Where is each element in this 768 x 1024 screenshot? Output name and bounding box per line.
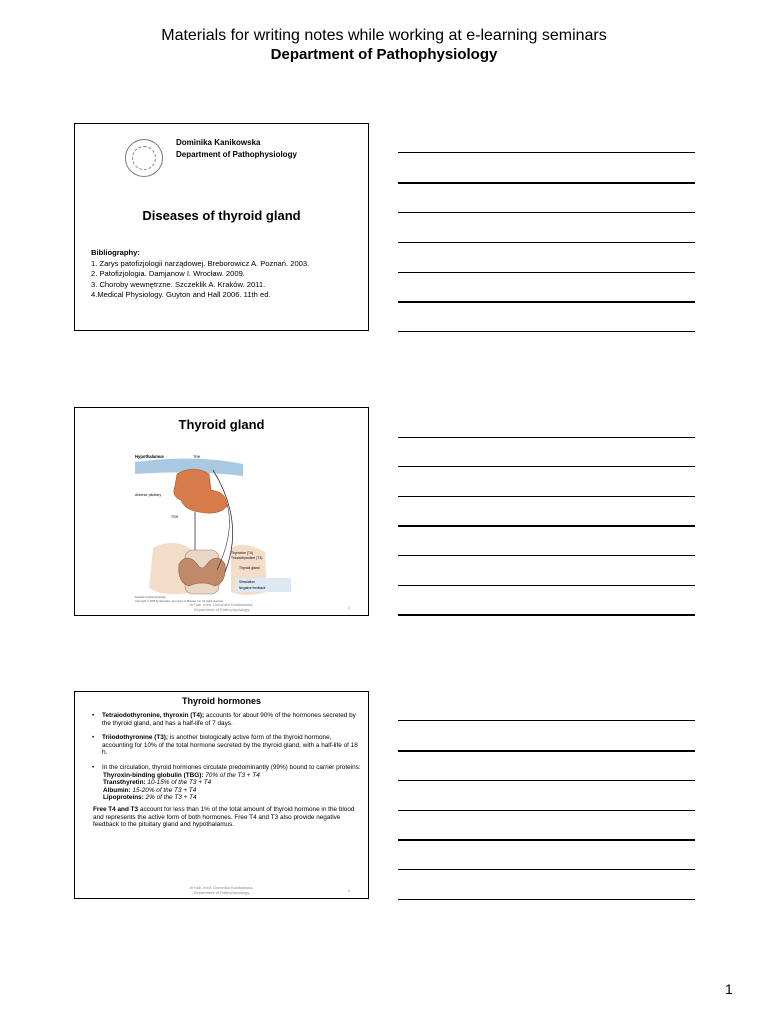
pituitary-shape [174, 469, 227, 513]
slide-3 [74, 691, 369, 899]
label-thyroid-gland: Thyroid gland [239, 566, 260, 570]
note-line [398, 272, 695, 273]
note-line [398, 212, 695, 213]
carrier-item: Transthyretin: 10-15% of the T3 + T4 [103, 779, 212, 787]
slide-title: Thyroid hormones [181, 696, 261, 706]
author-name: Dominika Kanikowska [176, 138, 261, 147]
label-triiodothyronine: Triiodothyronine (T3) [231, 556, 263, 560]
author-block [176, 137, 297, 161]
figure-caption-copyright: Copyright © 2005 by Saunders, an imprint of Elsevier, Inc. All rights reserved. [135, 600, 224, 603]
university-seal-icon [125, 139, 163, 177]
note-line [398, 466, 695, 467]
slide-footer [75, 885, 368, 895]
bullet-item: • Triiodothyronine (T3); is another biologically active form of the thyroid hormone, accounting for 10% of the total hormone secreted by the thyroid gland, with a half-life of 18 h. [89, 734, 361, 757]
slide-1 [74, 123, 369, 331]
note-line [398, 496, 695, 497]
bullet-item: • Tetraiodothyronine, thyroxin (T4); accounts for about 90% of the hormones secreted by the thyroid gland, and has a half-life of 7 days. [89, 712, 361, 727]
carrier-item: Lipoproteins: 2% of the T3 + T4 [103, 794, 197, 802]
document-header-title: Materials for writing notes while working at e-learning seminars [161, 27, 607, 44]
document-header-department: Department of Pathophysiology [270, 46, 498, 63]
note-line [398, 301, 695, 303]
note-line [398, 810, 695, 811]
free-hormones-paragraph: Free T4 and T3 account for less than 1% of the total amount of thyroid hormone in the blood and represents the active form of both hormones. Free T4 and T3 also provide negative feedback to the pituitary gland and hypothalamus. [93, 805, 355, 829]
label-thyroxine: Thyroxine (T4) [231, 551, 254, 555]
note-line [398, 182, 695, 184]
slide-footer [75, 602, 368, 612]
note-line [398, 899, 695, 900]
figure-caption-source: Dorland's Pathophysiology [135, 596, 166, 599]
author-department: Department of Pathophysiology [176, 150, 297, 159]
label-trh: TRH [193, 455, 201, 459]
legend-stimulation: Stimulation [239, 580, 255, 584]
label-anterior-pituitary: Anterior pituitary [135, 493, 162, 497]
thyroid-axis-diagram [135, 452, 300, 604]
carrier-item: Albumin: 15-20% of the T3 + T4 [103, 786, 197, 794]
carrier-item: Thyroxin-binding globulin (TBG): 70% of the T3 + T4 [103, 771, 260, 779]
note-line [398, 331, 695, 332]
carrier-list [103, 772, 361, 802]
slide-body [89, 712, 361, 829]
slide-page-number: 2 [347, 605, 350, 610]
footer-author: dr hab. med. Dominika Kanikowska, [189, 602, 254, 607]
note-line [398, 839, 695, 841]
footer-author: dr hab. med. Dominika Kanikowska, [189, 885, 254, 890]
note-line [398, 437, 695, 438]
bibliography-item: 3. Choroby wewnętrzne. Szczeklik A. Kraków. 2011. [91, 279, 266, 289]
slide-2 [74, 407, 369, 616]
label-hypothalamus: Hypothalamus [135, 454, 164, 459]
footer-department: Department of Pathophysiology [193, 890, 250, 895]
note-line [398, 242, 695, 243]
bibliography-item: 4.Medical Physiology. Guyton and Hall 2006. 11th ed. [91, 290, 271, 299]
bibliography [91, 248, 366, 301]
bullet-item: • In the circulation, thyroid hormones circulate predominantly (99%) bound to carrier proteins: [89, 764, 361, 772]
note-line [398, 869, 695, 870]
note-line [398, 614, 695, 616]
slide-page-number: 3 [347, 888, 350, 893]
bibliography-item: 2. Patofizjologia. Damjanow I. Wrocław. 2009. [91, 269, 245, 278]
note-line [398, 555, 695, 556]
bibliography-item: 1. Zarys patofizjologii narządowej. Breborowicz A. Poznań. 2003. [91, 258, 310, 268]
slide-title: Diseases of thyroid gland [142, 208, 301, 223]
note-line [398, 750, 695, 752]
bibliography-heading: Bibliography: [91, 248, 140, 257]
legend-negative-feedback: Negative feedback [239, 586, 266, 590]
note-line [398, 585, 695, 586]
note-line [398, 525, 695, 527]
footer-department: Department of Pathophysiology [193, 607, 250, 612]
note-line [398, 720, 695, 721]
slide-title: Thyroid gland [178, 417, 265, 432]
note-line [398, 152, 695, 153]
label-tsh: TSH [171, 515, 179, 519]
note-line [398, 780, 695, 781]
page-number: 1 [725, 981, 733, 997]
